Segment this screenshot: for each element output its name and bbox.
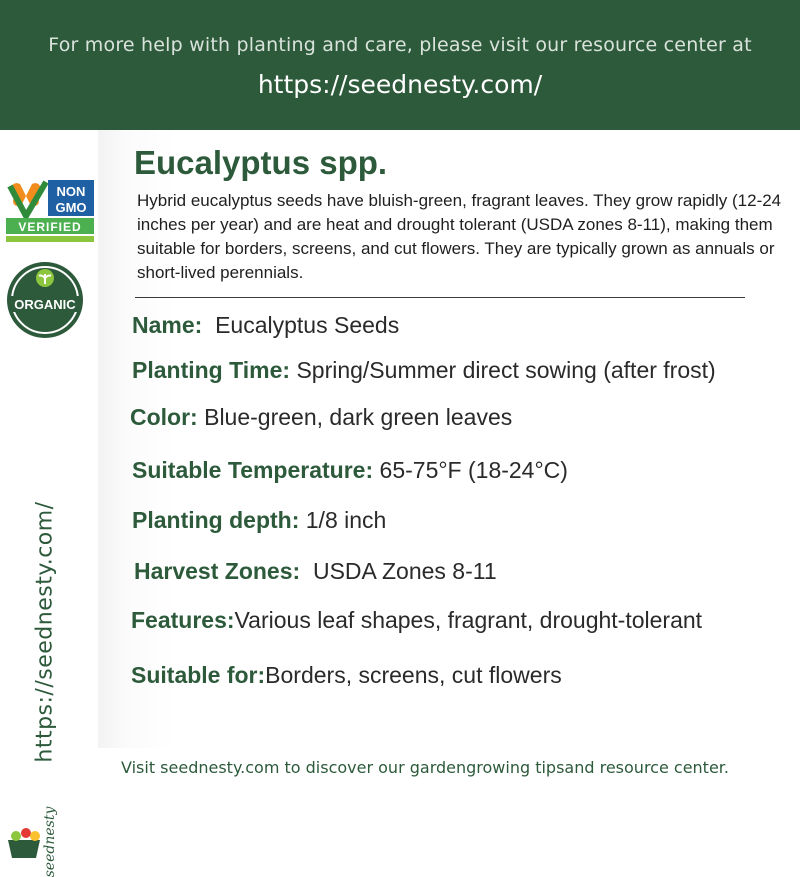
spec-name <box>132 312 399 339</box>
spec-suitable-for <box>131 662 562 689</box>
banner-help-text: For more help with planting and care, please visit our resource center at <box>48 34 752 56</box>
left-sidebar <box>0 130 98 877</box>
nongmo-line1: NON <box>56 184 86 199</box>
spec-planting-time <box>132 357 716 384</box>
spec-label: Planting Time: <box>132 357 291 383</box>
organic-text: ORGANIC <box>14 297 76 312</box>
spec-value: Various leaf shapes, fragrant, drought-tolerant <box>234 607 703 633</box>
vertical-url[interactable]: https://seednesty.com/ <box>32 501 58 763</box>
spec-planting-depth <box>132 507 386 534</box>
spec-harvest-zones <box>134 558 497 585</box>
non-gmo-badge <box>6 176 96 246</box>
spec-features <box>131 607 702 634</box>
spec-temperature <box>132 457 568 484</box>
nongmo-line2: GMO <box>55 200 87 215</box>
top-banner <box>0 0 800 130</box>
spec-label: Suitable Temperature: <box>132 457 374 483</box>
spec-label: Harvest Zones: <box>134 558 301 584</box>
nongmo-line3: VERIFIED <box>18 220 82 234</box>
divider <box>135 297 745 298</box>
organic-badge <box>5 260 85 340</box>
spec-value: 1/8 inch <box>305 507 387 533</box>
product-title: Eucalyptus spp. <box>134 144 388 181</box>
banner-url[interactable]: https://seednesty.com/ <box>257 70 543 99</box>
spec-value: Blue-green, dark green leaves <box>204 404 513 430</box>
spec-label: Planting depth: <box>132 507 300 533</box>
spec-value: Spring/Summer direct sowing (after frost) <box>296 357 716 383</box>
brand-name: seednesty <box>42 806 58 877</box>
spec-value: Borders, screens, cut flowers <box>265 662 562 688</box>
footer-text: Visit seednesty.com to discover our gardengrowing tipsand resource center. <box>121 758 729 777</box>
product-description: Hybrid eucalyptus seeds have bluish-green, fragrant leaves. They grow rapidly (12-24 inches per year) and are heat and drought tolerant (USDA zones 8-11), making them suitable for borders, screens, and cut flowers. They are typically grown as annuals or short-lived perennials. <box>137 191 782 282</box>
spec-value: 65-75°F (18-24°C) <box>379 457 568 483</box>
butterfly-icon <box>6 176 96 246</box>
seed-basket-icon <box>4 824 44 864</box>
spec-label: Color: <box>130 404 198 430</box>
spec-color <box>130 404 512 431</box>
spec-value: USDA Zones 8-11 <box>312 558 497 584</box>
spec-label: Features: <box>131 607 235 633</box>
spec-label: Suitable for: <box>131 662 266 688</box>
spec-label: Name: <box>132 312 203 338</box>
spec-value: Eucalyptus Seeds <box>215 312 400 338</box>
